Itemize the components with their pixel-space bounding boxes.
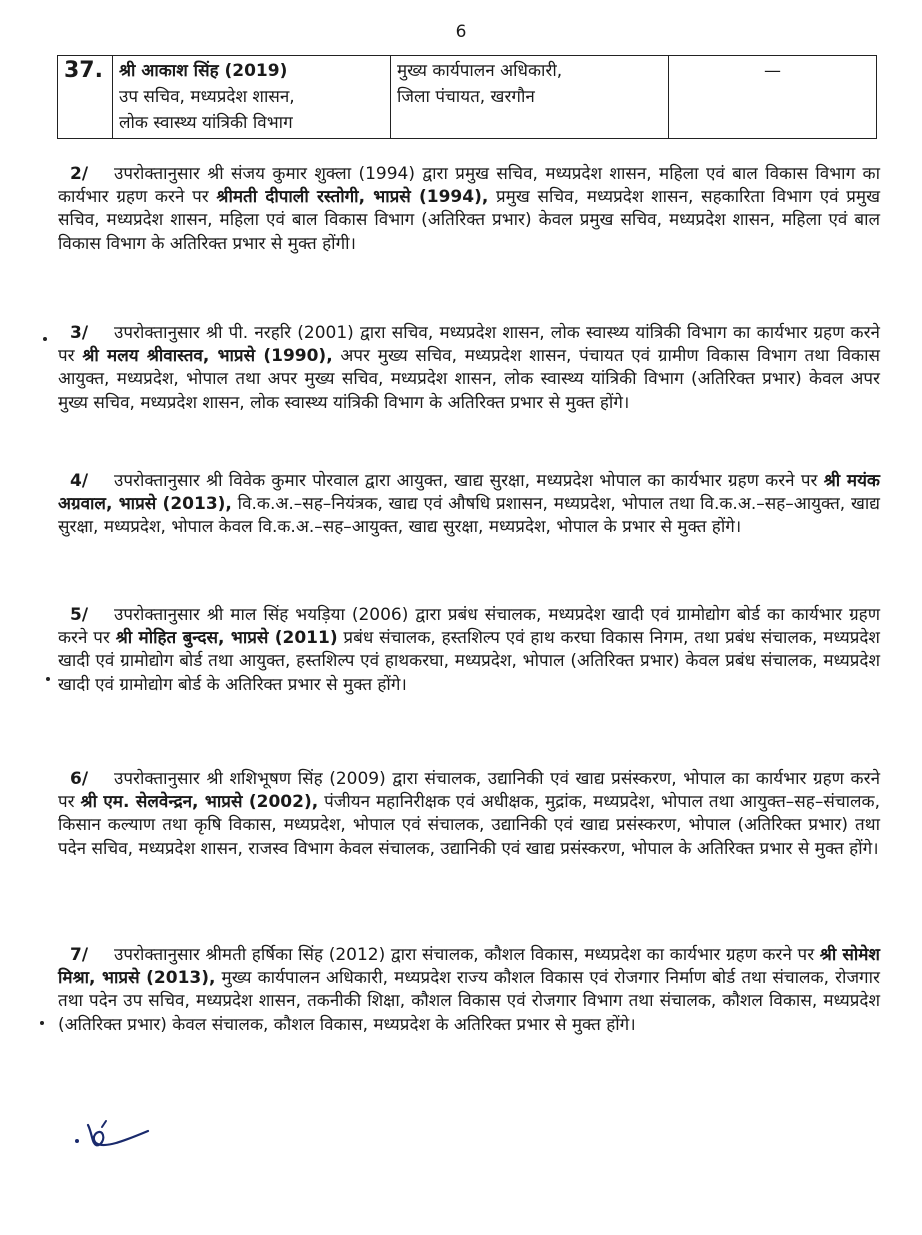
- paragraph-number: 3/: [70, 323, 89, 343]
- officer-name: श्री आकाश सिंह (2019): [119, 61, 288, 81]
- officer-current-post: उप सचिव, मध्यप्रदेश शासन,: [119, 87, 295, 107]
- remarks-cell: [669, 56, 877, 139]
- paragraph-number: 5/: [70, 605, 89, 625]
- paragraph-5: [58, 604, 880, 697]
- paragraph-6: [58, 768, 880, 861]
- officer-table: [57, 55, 877, 139]
- serial-number: 37.: [64, 58, 103, 83]
- table-row: [58, 56, 877, 139]
- paragraph-number: 7/: [70, 945, 89, 965]
- officer-bold-name: श्री सोमेश मिश्रा, भाप्रसे (2013),: [58, 945, 880, 989]
- paragraph-text: उपरोक्तानुसार श्री माल सिंह भयड़िया (2006) द्वारा प्रबंध संचालक, मध्यप्रदेश खादी एवं ग्रामोद्योग बोर्ड का कार्यभार ग्रहण करने पर: [58, 605, 880, 649]
- paragraph-text: उपरोक्तानुसार श्री विवेक कुमार पोरवाल द्वारा आयुक्त, खाद्य सुरक्षा, मध्यप्रदेश भोपाल का कार्यभार ग्रहण करने पर: [114, 471, 824, 491]
- margin-mark: [46, 677, 50, 681]
- margin-mark: [40, 1021, 44, 1025]
- margin-mark: [43, 337, 47, 341]
- paragraph-2: [58, 163, 880, 256]
- paragraph-text: उपरोक्तानुसार श्री संजय कुमार शुक्ला (1994) द्वारा प्रमुख सचिव, मध्यप्रदेश शासन, महिला एवं बाल विकास विभाग का कार्यभार ग्रहण करने पर: [58, 164, 880, 208]
- page-number: 6: [455, 22, 467, 42]
- paragraph-text: मुख्य कार्यपालन अधिकारी, मध्यप्रदेश राज्य कौशल विकास एवं रोजगार निर्माण बोर्ड तथा संचालक, रोजगार तथा पदेन उप सचिव, मध्यप्रदेश शासन, तकनीकी शिक्षा, कौशल विकास एवं रोजगार विभाग तथा संचालक, कौशल विकास, मध्यप्रदेश (अतिरिक्त प्रभार) केवल संचालक, कौशल विकास, मध्यप्रदेश के अतिरिक्त प्रभार से मुक्त होंगे।: [58, 968, 880, 1035]
- new-post-line1: मुख्य कार्यपालन अधिकारी,: [397, 61, 563, 81]
- signature-initials: [72, 1115, 152, 1155]
- paragraph-3: [58, 322, 880, 415]
- paragraph-4: [58, 470, 880, 540]
- paragraph-text: उपरोक्तानुसार श्रीमती हर्षिका सिंह (2012) द्वारा संचालक, कौशल विकास, मध्यप्रदेश का कार्यभार ग्रहण करने पर: [114, 945, 820, 965]
- officer-name-cell: [113, 56, 391, 139]
- paragraph-text: प्रमुख सचिव, मध्यप्रदेश शासन, सहकारिता विभाग एवं प्रमुख सचिव, मध्यप्रदेश शासन, महिला एवं बाल विकास विभाग (अतिरिक्त प्रभार) केवल प्रमुख सचिव, मध्यप्रदेश शासन, महिला एवं बाल विकास विभाग के अतिरिक्त प्रभार से मुक्त होंगी।: [58, 187, 880, 254]
- officer-bold-name: श्री मलय श्रीवास्तव, भाप्रसे (1990),: [82, 346, 333, 367]
- paragraph-number: 6/: [70, 769, 89, 789]
- paragraph-text: पंजीयन महानिरीक्षक एवं अधीक्षक, मुद्रांक, मध्यप्रदेश, भोपाल तथा आयुक्त–सह–संचालक, किसान कल्याण तथा कृषि विकास, मध्यप्रदेश, भोपाल एवं संचालक, उद्यानिकी एवं खाद्य प्रसंस्करण, भोपाल (अतिरिक्त प्रभार) तथा पदेन सचिव, मध्यप्रदेश शासन, राजस्व विभाग केवल संचालक, उद्यानिकी एवं खाद्य प्रसंस्करण, भोपाल के अतिरिक्त प्रभार से मुक्त होंगे।: [58, 792, 881, 859]
- serial-cell: [58, 56, 113, 139]
- paragraph-number: 2/: [70, 164, 89, 184]
- paragraph-text: वि.क.अ.–सह–नियंत्रक, खाद्य एवं औषधि प्रशासन, मध्यप्रदेश, भोपाल तथा वि.क.अ.–सह–आयुक्त, खाद्य सुरक्षा, मध्यप्रदेश, भोपाल केवल वि.क.अ.–सह–आयुक्त, खाद्य सुरक्षा, मध्यप्रदेश, भोपाल के प्रभार से मुक्त होंगे।: [58, 494, 880, 538]
- paragraph-number: 4/: [70, 471, 89, 491]
- officer-department: लोक स्वास्थ्य यांत्रिकी विभाग: [119, 113, 293, 133]
- paragraph-text: उपरोक्तानुसार श्री पी. नरहरि (2001) द्वारा सचिव, मध्यप्रदेश शासन, लोक स्वास्थ्य यांत्रिकी विभाग का कार्यभार ग्रहण करने पर: [58, 323, 880, 367]
- officer-bold-name: श्री एम. सेलवेन्द्रन, भाप्रसे (2002),: [80, 792, 319, 813]
- paragraph-text: अपर मुख्य सचिव, मध्यप्रदेश शासन, पंचायत एवं ग्रामीण विकास विभाग तथा विकास आयुक्त, मध्यप्रदेश, भोपाल तथा अपर मुख्य सचिव, मध्यप्रदेश शासन, लोक स्वास्थ्य यांत्रिकी विभाग (अतिरिक्त प्रभार) केवल अपर मुख्य सचिव, मध्यप्रदेश शासन, लोक स्वास्थ्य यांत्रिकी विभाग के अतिरिक्त प्रभार से मुक्त होंगे।: [58, 346, 880, 413]
- paragraph-text: प्रबंध संचालक, हस्तशिल्प एवं हाथ करघा विकास निगम, तथा प्रबंध संचालक, मध्यप्रदेश खादी एवं ग्रामोद्योग बोर्ड तथा आयुक्त, हस्तशिल्प एवं हाथकरघा, मध्यप्रदेश, भोपाल (अतिरिक्त प्रभार) केवल प्रबंध संचालक, मध्यप्रदेश खादी एवं ग्रामोद्योग बोर्ड के अतिरिक्त प्रभार से मुक्त होंगे।: [58, 628, 880, 695]
- remarks-dash: —: [764, 61, 781, 81]
- officer-bold-name: श्री मयंक अग्रवाल, भाप्रसे (2013),: [58, 471, 880, 515]
- officer-bold-name: श्रीमती दीपाली रस्तोगी, भाप्रसे (1994),: [216, 187, 489, 208]
- new-post-cell: [391, 56, 669, 139]
- new-post-line2: जिला पंचायत, खरगौन: [397, 87, 535, 107]
- paragraph-7: [58, 944, 880, 1037]
- paragraph-text: उपरोक्तानुसार श्री शशिभूषण सिंह (2009) द्वारा संचालक, उद्यानिकी एवं खाद्य प्रसंस्करण, भोपाल का कार्यभार ग्रहण करने पर: [58, 769, 880, 813]
- officer-bold-name: श्री मोहित बुन्दस, भाप्रसे (2011): [115, 628, 338, 649]
